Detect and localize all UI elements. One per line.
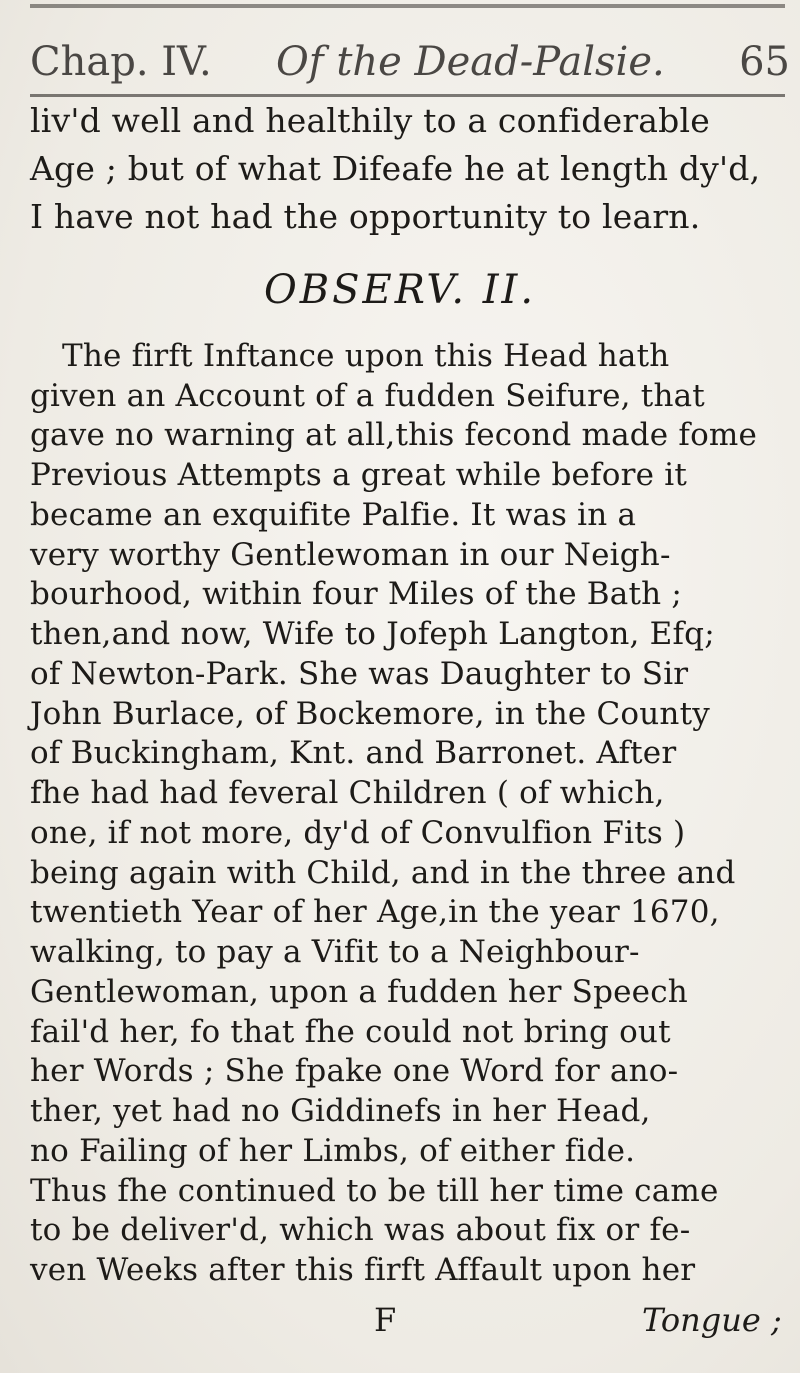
text-line: to be deliver'd, which was about fix or fe- xyxy=(30,1212,691,1248)
catchword: Tongue ; xyxy=(642,1301,782,1339)
text-line: of Buckingham, Knt. and Barronet. After xyxy=(30,735,677,771)
text-line: no Failing of her Limbs, of either fide. xyxy=(30,1133,636,1169)
text-line: being again with Child, and in the three and xyxy=(30,855,736,891)
running-head xyxy=(30,36,790,88)
text-line: Thus fhe continued to be till her time came xyxy=(30,1173,719,1209)
text-line: of Newton-Park. She was Daughter to Sir xyxy=(30,656,689,692)
text-line: fhe had had feveral Children ( of which, xyxy=(30,775,665,811)
text-line: Age ; but of what Difeafe he at length dy'd, xyxy=(30,149,761,188)
text-line: walking, to pay a Vifit to a Neighbour- xyxy=(30,934,640,970)
section-heading: OBSERV. II. xyxy=(263,267,537,313)
text-line: Gentlewoman, upon a fudden her Speech xyxy=(30,974,688,1010)
text-line: one, if not more, dy'd of Convulfion Fits ) xyxy=(30,815,686,851)
text-line: ven Weeks after this firft Affault upon her xyxy=(30,1252,696,1288)
text-line: then,and now, Wife to Jofeph Langton, Efq; xyxy=(30,616,715,652)
text-line: John Burlace, of Bockemore, in the County xyxy=(30,696,710,732)
top-rule xyxy=(30,4,785,8)
text-line: fail'd her, fo that fhe could not bring out xyxy=(30,1014,671,1050)
text-line: twentieth Year of her Age,in the year 1670, xyxy=(30,894,720,930)
running-title: Of the Dead-Palsie. xyxy=(276,39,665,85)
signature-mark: F xyxy=(374,1301,397,1339)
text-line: ther, yet had no Giddinefs in her Head, xyxy=(30,1093,651,1129)
text-line: bourhood, within four Miles of the Bath ; xyxy=(30,576,682,612)
text-line: I have not had the opportunity to learn. xyxy=(30,197,701,236)
text-line: her Words ; She fpake one Word for ano- xyxy=(30,1053,679,1089)
text-line: Previous Attempts a great while before it xyxy=(30,457,687,493)
text-line: given an Account of a fudden Seifure, that xyxy=(30,378,705,414)
header-rule xyxy=(30,94,785,97)
text-line: The firft Inftance upon this Head hath xyxy=(62,338,670,374)
chapter-label: Chap. IV. xyxy=(30,39,212,85)
text-line: became an exquifite Palfie. It was in a xyxy=(30,497,637,533)
text-line: very worthy Gentlewoman in our Neigh- xyxy=(30,537,671,573)
page-number: 65 xyxy=(739,39,790,85)
text-line: gave no warning at all,this fecond made fome xyxy=(30,417,758,453)
text-line: liv'd well and healthily to a confiderable xyxy=(30,101,710,140)
